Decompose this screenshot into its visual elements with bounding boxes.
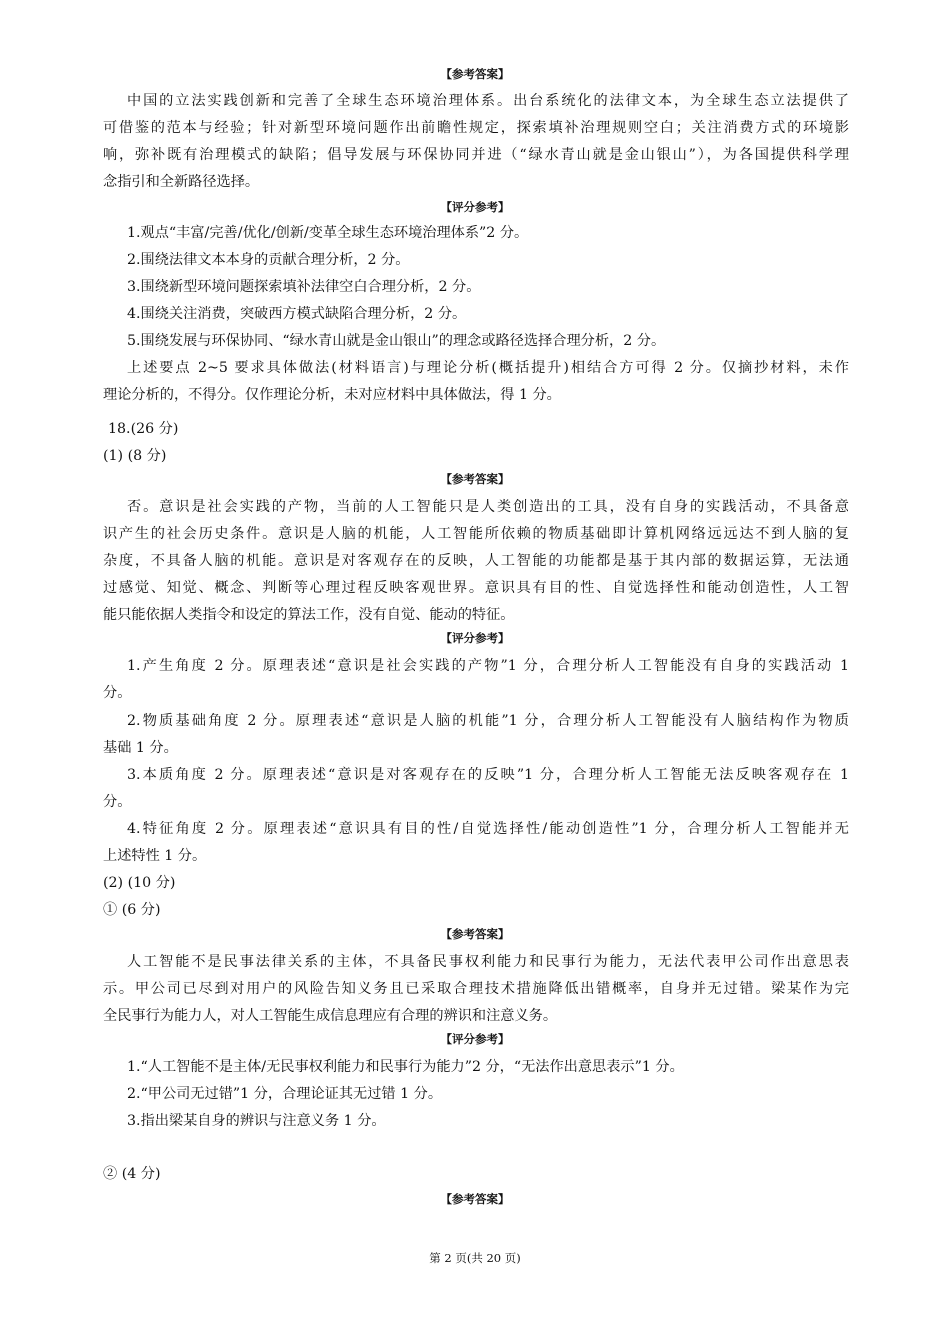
text-line: 1.“人工智能不是主体/无民事权利能力和民事行为能力”2 分，“无法作出意思表示”1 分。 — [127, 1059, 684, 1075]
text-line: 分。 — [103, 685, 132, 701]
section-heading: 【评分参考】 — [440, 1032, 510, 1046]
text-line: (1) (8 分) — [103, 448, 167, 464]
text-line: 5.围绕发展与环保协同、“绿水青山就是金山银山”的理念或路径选择合理分析，2 分。 — [127, 333, 666, 349]
text-line: 示。甲公司已尽到对用户的风险告知义务且已采取合理技术措施降低出错概率，自身并无过错。梁某作为完 — [103, 981, 849, 997]
text-line: 识产生的社会历史条件。意识是人脑的机能，人工智能所依赖的物质基础即计算机网络远远达不到人脑的复 — [103, 526, 849, 542]
text-line: 否。意识是社会实践的产物，当前的人工智能只是人类创造出的工具，没有自身的实践活动，不具备意 — [127, 499, 849, 515]
text-line: 全民事行为能力人，对人工智能生成信息理应有合理的辨识和注意义务。 — [103, 1008, 558, 1024]
text-line: 理论分析的，不得分。仅作理论分析，未对应材料中具体做法，得 1 分。 — [103, 387, 561, 403]
text-line: 响，弥补既有治理模式的缺陷；倡导发展与环保协同并进（“绿水青山就是金山银山”），为各国提供科学理 — [103, 147, 849, 163]
section-heading: 【参考答案】 — [440, 472, 510, 486]
page-footer: 第 2 页(共 20 页) — [429, 1251, 521, 1265]
section-heading: 【参考答案】 — [440, 67, 510, 81]
text-line: 基础 1 分。 — [103, 740, 178, 756]
text-line: ① (6 分) — [103, 902, 161, 918]
text-line: 2.围绕法律文本本身的贡献合理分析，2 分。 — [127, 252, 410, 268]
text-line: 3.指出梁某自身的辨识与注意义务 1 分。 — [127, 1113, 386, 1129]
text-line: 1.产生角度 2 分。原理表述“意识是社会实践的产物”1 分，合理分析人工智能没有自身的实践活动 1 — [127, 658, 849, 674]
text-line: 中国的立法实践创新和完善了全球生态环境治理体系。出台系统化的法律文本，为全球生态立法提供了 — [127, 93, 849, 109]
section-heading: 【参考答案】 — [440, 1192, 510, 1206]
text-line: 3.本质角度 2 分。原理表述“意识是对客观存在的反映”1 分，合理分析人工智能无法反映客观存在 1 — [127, 767, 849, 783]
text-line: 2.“甲公司无过错”1 分，合理论证其无过错 1 分。 — [127, 1086, 443, 1102]
text-line: ② (4 分) — [103, 1166, 161, 1182]
text-line: 上述要点 2~5 要求具体做法(材料语言)与理论分析(概括提升)相结合方可得 2 分。仅摘抄材料，未作 — [127, 360, 849, 376]
text-line: 杂度，不具备人脑的机能。意识是对客观存在的反映，人工智能的功能都是基于其内部的数据运算，无法通 — [103, 553, 849, 569]
text-line: 4.围绕关注消费，突破西方模式缺陷合理分析，2 分。 — [127, 306, 467, 322]
text-line: 分。 — [103, 794, 132, 810]
text-line: 18.(26 分) — [108, 421, 179, 437]
text-line: (2) (10 分) — [103, 875, 176, 891]
text-line: 3.围绕新型环境问题探索填补法律空白合理分析，2 分。 — [127, 279, 481, 295]
text-line: 可借鉴的范本与经验；针对新型环境问题作出前瞻性规定，探索填补治理规则空白；关注消费方式的环境影 — [103, 120, 849, 136]
text-line: 能只能依据人类指令和设定的算法工作，没有自觉、能动的特征。 — [103, 607, 515, 623]
text-line: 上述特性 1 分。 — [103, 848, 207, 864]
text-line: 念指引和全新路径选择。 — [103, 174, 260, 190]
text-line: 2.物质基础角度 2 分。原理表述“意识是人脑的机能”1 分，合理分析人工智能没有人脑结构作为物质 — [127, 713, 849, 729]
text-line: 过感觉、知觉、概念、判断等心理过程反映客观世界。意识具有目的性、自觉选择性和能动创造性，人工智 — [103, 580, 849, 596]
section-heading: 【评分参考】 — [440, 200, 510, 214]
section-heading: 【参考答案】 — [440, 927, 510, 941]
section-heading: 【评分参考】 — [440, 631, 510, 645]
text-line: 人工智能不是民事法律关系的主体，不具备民事权利能力和民事行为能力，无法代表甲公司作出意思表 — [127, 954, 849, 970]
text-line: 4.特征角度 2 分。原理表述“意识具有目的性/自觉选择性/能动创造性”1 分，合理分析人工智能并无 — [127, 821, 849, 837]
text-line: 1.观点“丰富/完善/优化/创新/变革全球生态环境治理体系”2 分。 — [127, 225, 529, 241]
